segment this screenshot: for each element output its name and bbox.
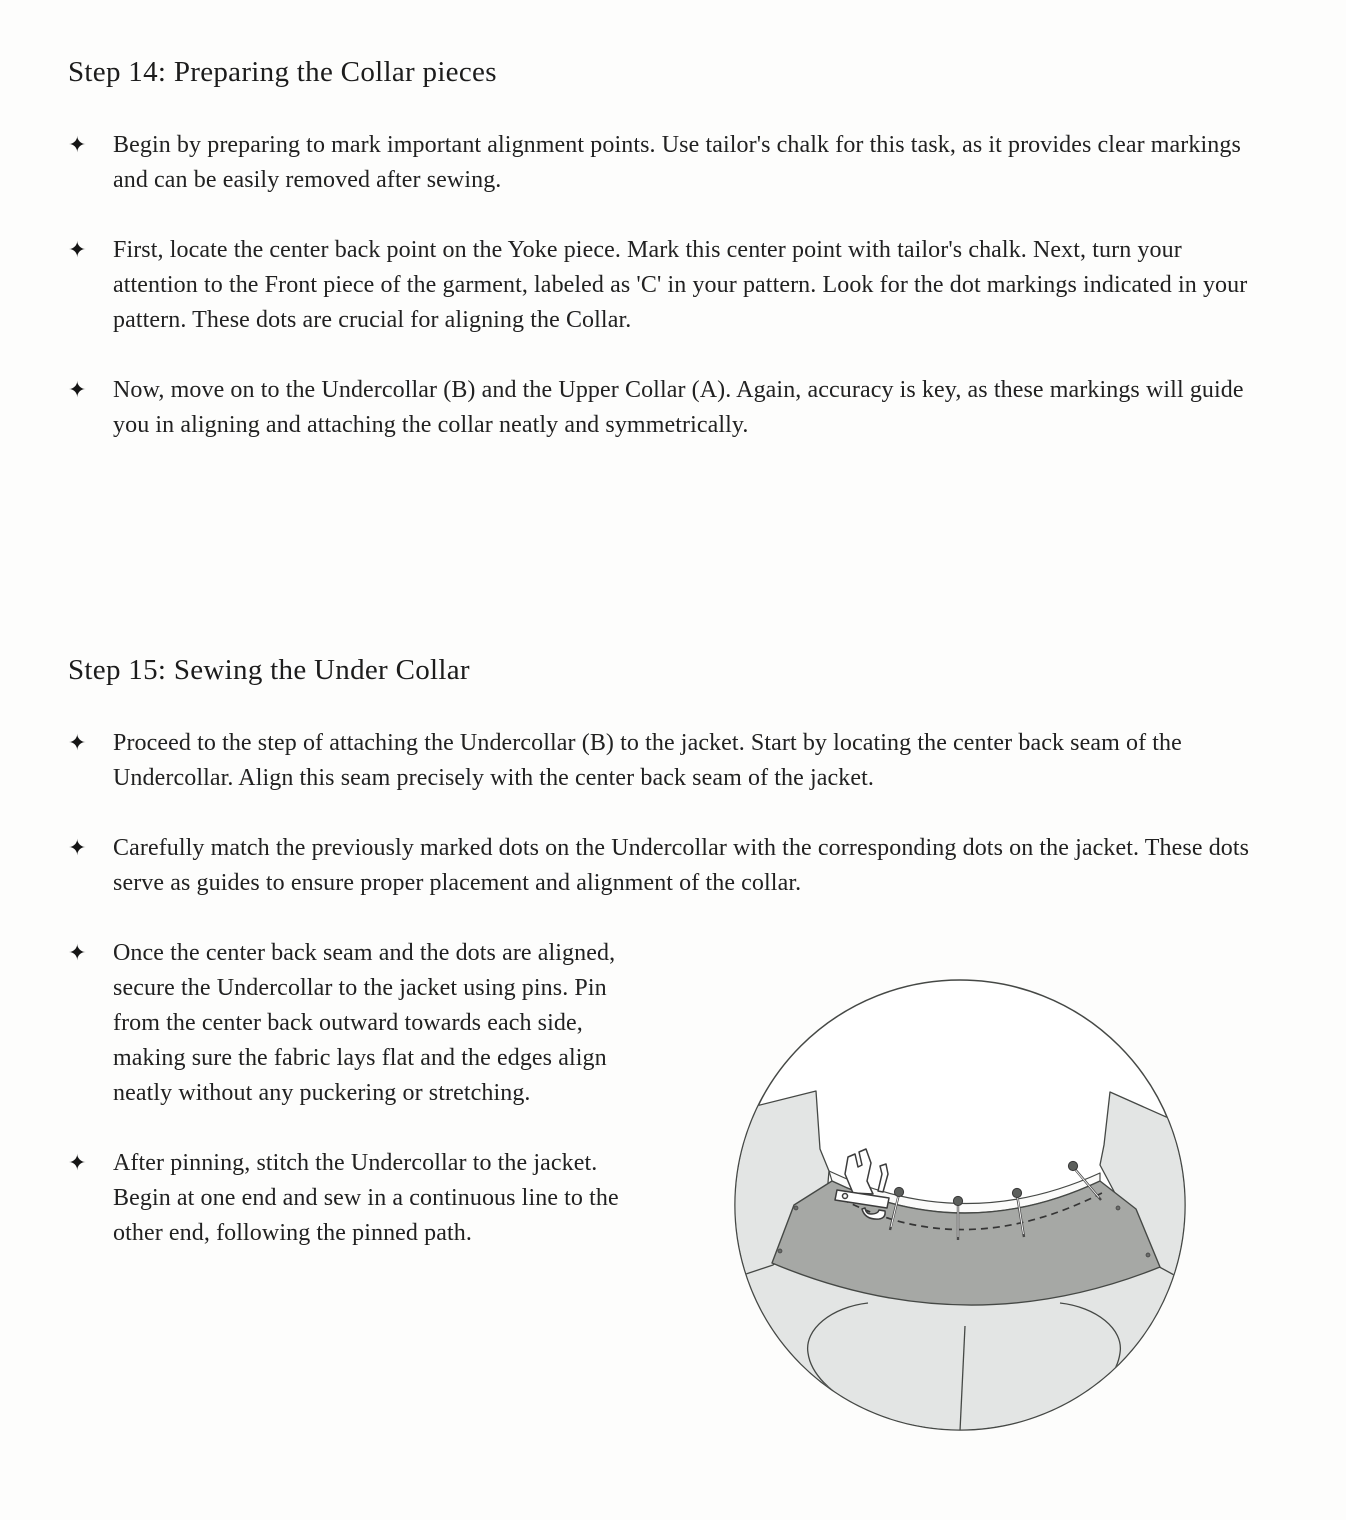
section-step-14 [68,52,1283,478]
bullet-item [68,233,1283,338]
bullet-item [68,373,1283,443]
sparkle-bullet-icon: ✦ [68,378,87,403]
sparkle-bullet-icon: ✦ [68,133,87,158]
sparkle-bullet-icon: ✦ [68,1151,87,1176]
sparkle-bullet-icon: ✦ [68,941,87,966]
sparkle-bullet-icon: ✦ [68,238,87,263]
bullet-item [68,128,1283,198]
bullet-text: Now, move on to the Undercollar (B) and the Upper Collar (A). Again, accuracy is key, as these markings will guide you in aligning and attaching the collar neatly and symmetrically. [113,377,1244,438]
sparkle-bullet-icon: ✦ [68,731,87,756]
bullet-text: Begin by preparing to mark important alignment points. Use tailor's chalk for this task, as it provides clear markings and can be easily removed after sewing. [113,132,1241,193]
sparkle-bullet-icon: ✦ [68,836,87,861]
bullet-text: First, locate the center back point on the Yoke piece. Mark this center point with tailor's chalk. Next, turn your attention to the Front piece of the garment, labeled as 'C' in your pattern. Look for the dot markings indicated in your pattern. These dots are crucial for aligning the Collar. [113,237,1248,333]
bullet-item [68,726,1283,796]
bullet-text: After pinning, stitch the Undercollar to the jacket. Begin at one end and sew in a continuous line to the other end, following the pinned path. [113,1150,619,1246]
bullet-text: Carefully match the previously marked dots on the Undercollar with the corresponding dots on the jacket. These dots serve as guides to ensure proper placement and alignment of the collar. [113,835,1250,896]
step-14-heading: Step 14: Preparing the Collar pieces [68,56,497,88]
bullet-item [68,831,1283,901]
bullet-text: Proceed to the step of attaching the Undercollar (B) to the jacket. Start by locating the center back seam of the Undercollar. Align this seam precisely with the center back seam of the jacket. [113,730,1182,791]
collar-pinning-illustration [732,977,1188,1433]
step-15-heading: Step 15: Sewing the Under Collar [68,654,470,686]
bullet-text: Once the center back seam and the dots are aligned, secure the Undercollar to the jacket using pins. Pin from the center back outward towards each side, making sure the fabric lays flat and the edges align neatly without any puckering or stretching. [113,940,616,1106]
